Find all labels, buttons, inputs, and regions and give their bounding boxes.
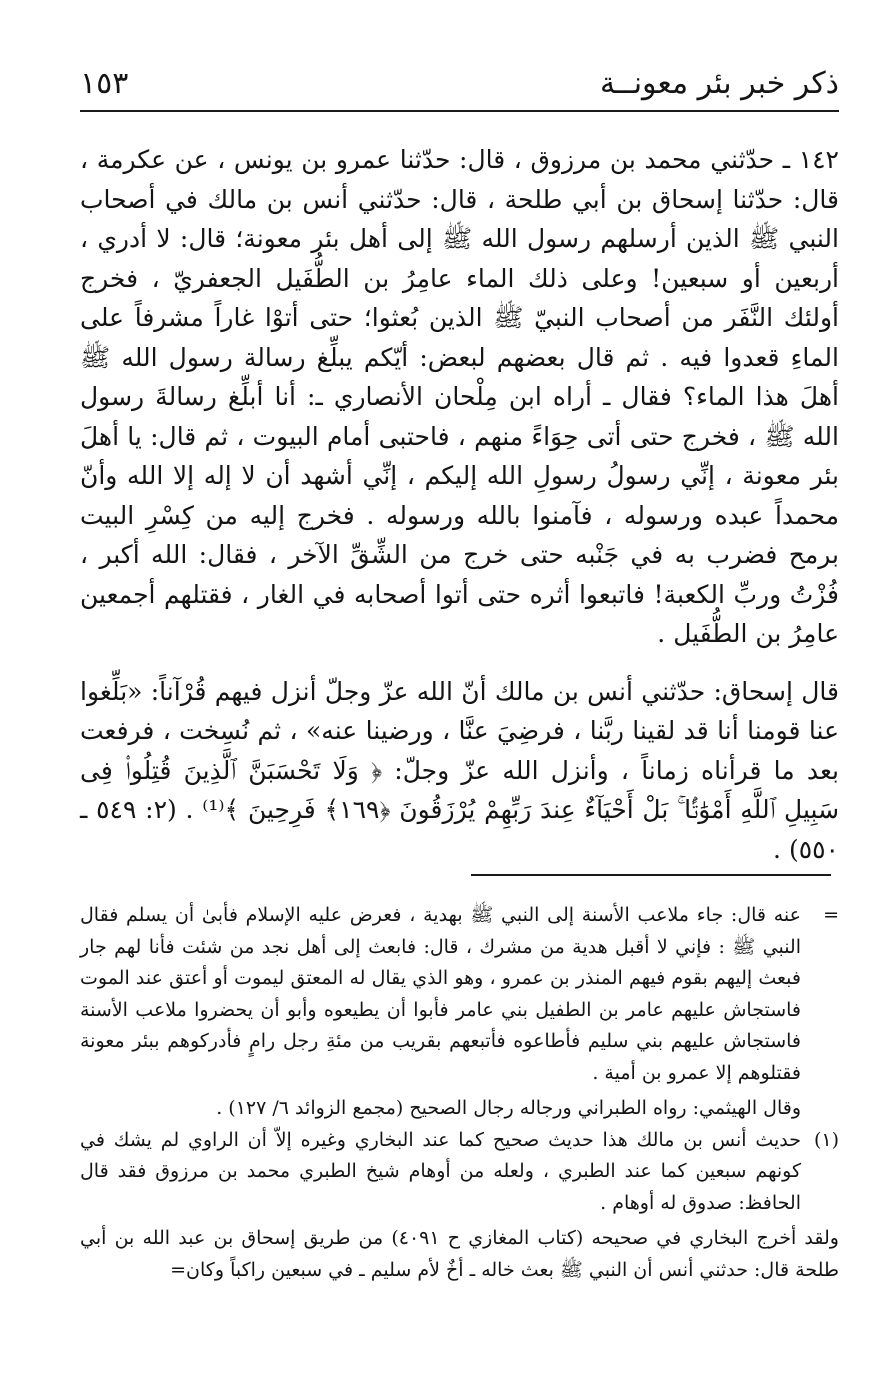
footnote-1-text: حديث أنس بن مالك هذا حديث صحيح كما عند البخاري وغيره إلاّ أن الراوي لم يشك في كونهم سبعين كما عند الطبري ، ولعله من أوهام شيخ الطبري محمد بن مرزوق فقد قال الحافظ: صدوق له أوهام . xyxy=(80,1128,801,1214)
bukhari-text: ولقد أخرج البخاري في صحيحه (كتاب المغازي ح ٤٠٩١) من طريق إسحاق بن عبد الله بن أبي طلحة قال: حدثني أنس أن النبي ﷺ بعث خاله ـ أخٌ لأم سليم ـ في سبعين راكباً وكان= xyxy=(80,1227,839,1281)
footnote-bukhari-body xyxy=(80,1219,839,1286)
haythami-text: وقال الهيثمي: رواه الطبراني ورجاله رجال الصحيح (مجمع الزوائد ٦/ ١٢٧) . xyxy=(216,1097,801,1119)
hadith-142-paragraph: ١٤٢ ـ حدّثني محمد بن مرزوق ، قال: حدّثنا عمرو بن يونس ، عن عكرمة ، قال: حدّثنا إسحاق بن أبي طلحة ، قال: حدّثني أنس بن مالك في أصحاب النبي ﷺ الذين أرسلهم رسول الله ﷺ إلى أهل بئر معونة؛ قال: لا أدري ، أربعين أو سبعين! وعلى ذلك الماء عامِرُ بن الطُّفَيل الجعفريّ ، فخرج أولئك النَّفَر من أصحاب النبيّ ﷺ الذين بُعثوا؛ حتى أتوْا غاراً مشرفاً على الماءِ قعدوا فيه . ثم قال بعضهم لبعض: أيّكم يبلِّغ رسالة رسول الله ﷺ أهلَ هذا الماء؟ فقال ـ أراه ابن مِلْحان الأنصاري ـ: أنا أبلِّغ رسالةَ رسول الله ﷺ ، فخرج حتى أتى حِوَاءً منهم ، فاحتبى أمام البيوت ، ثم قال: يا أهلَ بئر معونة ، إنِّي رسولُ رسولِ الله إليكم ، إنِّي أشهد أن لا إله إلا الله وأنّ محمداً عبده ورسوله ، فآمنوا بالله ورسوله . فخرج إليه من كِسْرِ البيت برمح فضرب به في جَنْبه حتى خرج من الشِّقِّ الآخر ، فقال: الله أكبر ، فُزْتُ وربِّ الكعبة! فاتبعوا أثره حتى أتوا أصحابه في الغار ، فقتلهم أجمعين عامِرُ بن الطُّفَيل . xyxy=(80,145,839,648)
continuation-text: عنه قال: جاء ملاعب الأسنة إلى النبي ﷺ بهدية ، فعرض عليه الإسلام فأبىٰ أن يسلم فقال النبي ﷺ : فإني لا أقبل هدية من مشرك ، قال: فابعث إلى أهل نجد من شئت فأنا لهم جار فبعث إليهم بقوم فيهم المنذر بن عمرو ، وهو الذي يقال له المعتق ليموت أو أعتق عند الموت فاستجاش عليهم عامر بن الطفيل بني عامر فأبوا أن يطيعوه وأبو أن يحضروا ملاعب الأسنة فاستجاش عليهم بني سليم فأطاعوه فأتبعهم بقريب من مئةِ رجل رامٍ فأدركوهم ببئر معونة فقتلوهم إلا عمرو بن أمية . xyxy=(80,904,802,1084)
footnote-bukhari xyxy=(80,1219,839,1286)
footnote-1-mark: (١) xyxy=(813,1128,839,1151)
running-title: ذكر خبر بئر معونــة xyxy=(600,66,839,101)
main-text xyxy=(80,140,839,869)
footnotes xyxy=(80,900,839,1286)
footnote-1 xyxy=(80,1125,839,1220)
footnote-separator xyxy=(471,874,831,876)
page-number: ١٥٣ xyxy=(80,66,129,101)
page-header xyxy=(80,60,839,112)
footnote-continuation-body xyxy=(80,900,801,1125)
continuation-mark: = xyxy=(823,904,839,926)
ishaq-quran-paragraph: قال إسحاق: حدّثني أنس بن مالك أنّ الله عزّ وجلّ أنزل فيهم قُرْآناً: «بَلِّغوا عنا قومنا أنا قد لقينا ربَّنا ، فرضِيَ عنَّا ، ورضينا عنه» ، ثم نُسِخت ، فرفعت بعد ما قرأناه زماناً ، وأنزل الله عزّ وجلّ: ﴿ وَلَا تَحْسَبَنَّ ٱلَّذِينَ قُتِلُوا۟ فِى سَبِيلِ ٱللَّهِ أَمْوَٰتًۢا ۚ بَلْ أَحْيَآءٌ عِندَ رَبِّهِمْ يُرْزَقُونَ ﴿١٦٩﴾ فَرِحِينَ ﴾⁽¹⁾ . (٢: ٥٤٩ ـ ٥٥٠) . xyxy=(80,676,840,864)
footnote-continuation xyxy=(80,900,839,1125)
footnote-1-body xyxy=(80,1125,801,1220)
